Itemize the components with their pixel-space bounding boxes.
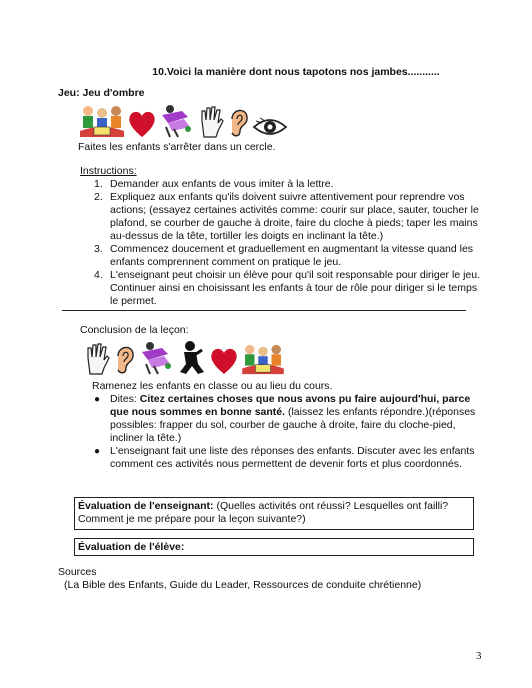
instruction-item: 4. L'enseignant peut choisir un élève pour qu'il soit responsable pour diriger le jeu. Continuer ainsi en choisissant les enfants à tour de rôle pour diriger si le temps le permet. bbox=[94, 269, 480, 307]
conclusion-bullet: ● Dites: Citez certaines choses que nous avons pu faire aujourd'hui, parce que nous sommes en bonne santé. (laissez les enfants répondre.)(réponses possibles: frapper du sol, courber de gauche à droite, faire du cloche-pied, incliner la tête.) bbox=[94, 393, 476, 444]
hand-icon bbox=[84, 342, 110, 376]
instruction-item: 1. Demander aux enfants de vous imiter à la lettre. bbox=[94, 178, 334, 190]
bullet-dot: ● bbox=[94, 446, 101, 457]
icon-row-conclusion bbox=[84, 340, 286, 376]
ear-icon bbox=[226, 105, 250, 139]
sources-text: (La Bible des Enfants, Guide du Leader, Ressources de conduite chrétienne) bbox=[64, 579, 422, 591]
children-group-icon bbox=[240, 342, 286, 376]
instruction-item: 3. Commencez doucement et graduellement en augmentant la vitesse quand les enfants comprennent comment on pratique le jeu. bbox=[94, 243, 474, 268]
ear-icon bbox=[112, 342, 136, 376]
bullet-dot: ● bbox=[94, 394, 101, 405]
student-evaluation-box bbox=[74, 538, 474, 556]
student-evaluation-label: Évaluation de l'élève: bbox=[78, 541, 185, 553]
instructions-heading: Instructions: bbox=[80, 165, 137, 177]
page-number: 3 bbox=[476, 650, 482, 662]
eye-icon bbox=[252, 115, 288, 139]
title-number: 10. bbox=[152, 66, 167, 78]
teacher-evaluation-box bbox=[74, 497, 474, 530]
circle-instruction: Faites les enfants s'arrêter dans un cercle. bbox=[78, 141, 276, 153]
sources-heading: Sources bbox=[58, 566, 97, 578]
divider-line bbox=[62, 310, 466, 311]
icon-row-top bbox=[78, 103, 288, 139]
praying-hands-icon bbox=[138, 340, 176, 376]
conclusion-intro: Ramenez les enfants en classe ou au lieu du cours. bbox=[92, 380, 333, 392]
lesson-title bbox=[0, 66, 532, 79]
game-heading: Jeu: Jeu d'ombre bbox=[58, 87, 145, 99]
conclusion-list bbox=[94, 393, 482, 471]
conclusion-heading: Conclusion de la leçon: bbox=[80, 324, 189, 336]
conclusion-bullet: ● L'enseignant fait une liste des réponses des enfants. Discuter avec les enfants comment ces activités nous permettent de devenir forts et plus coordonnés. bbox=[94, 445, 475, 470]
praying-hands-icon bbox=[158, 103, 196, 139]
title-text: Voici la manière dont nous tapotons nos jambes........... bbox=[166, 66, 440, 78]
hand-icon bbox=[198, 105, 224, 139]
teacher-evaluation-label: Évaluation de l'enseignant: bbox=[78, 500, 214, 512]
kneeling-child-icon bbox=[178, 340, 208, 376]
teacher-evaluation-text: (Quelles activités ont réussi? Lesquelles ont failli? Comment je me prépare pour la leçon suivante?) bbox=[78, 500, 449, 525]
heart-icon bbox=[210, 346, 238, 376]
heart-icon bbox=[128, 109, 156, 139]
instruction-item: 2. Expliquez aux enfants qu'ils doivent suivre attentivement pour reprendre vos actions; (essayez certaines activités comme: courir sur place, sauter, toucher le plafond, se courber de gauche à droite, faire du cloche à pieds; taper les mains au-dessus de la tête, tortiller les doigts en inclinant la tête.) bbox=[94, 191, 479, 242]
instructions-list bbox=[94, 178, 480, 308]
children-group-icon bbox=[78, 103, 126, 139]
